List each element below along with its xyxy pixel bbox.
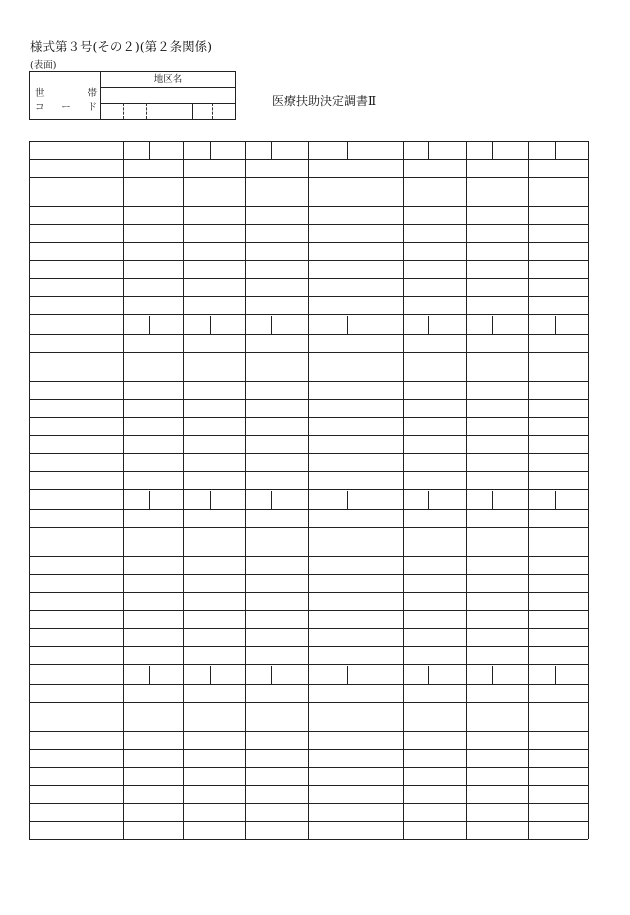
table-row-line bbox=[29, 177, 588, 178]
header-cell-divider bbox=[428, 491, 429, 509]
header-cell-divider bbox=[210, 666, 211, 684]
table-row-line bbox=[29, 839, 588, 840]
header-cell-divider bbox=[555, 491, 556, 509]
section-header-line bbox=[29, 684, 588, 685]
table-row-line bbox=[29, 785, 588, 786]
header-cell-divider bbox=[271, 491, 272, 509]
table-row-line bbox=[29, 260, 588, 261]
household-code-label-cell bbox=[30, 72, 101, 119]
header-cell-divider bbox=[271, 316, 272, 334]
header-cell-divider bbox=[492, 491, 493, 509]
table-column-line bbox=[245, 141, 246, 839]
header-cell-divider bbox=[428, 141, 429, 159]
header-cell-divider bbox=[555, 666, 556, 684]
table-column-line bbox=[183, 141, 184, 839]
table-column-line bbox=[123, 141, 124, 839]
code-digit-separator bbox=[146, 103, 147, 119]
table-row-line bbox=[29, 453, 588, 454]
table-row-line bbox=[29, 702, 588, 703]
section-header-line bbox=[29, 509, 588, 510]
table-row-line bbox=[29, 664, 588, 665]
district-name-label: 地区名 bbox=[101, 72, 235, 88]
table-row-line bbox=[29, 381, 588, 382]
table-row-line bbox=[29, 749, 588, 750]
table-row-line bbox=[29, 574, 588, 575]
table-column-line bbox=[466, 141, 467, 839]
form-side-label: (表面) bbox=[30, 60, 57, 71]
table-row-line bbox=[29, 767, 588, 768]
table-row-line bbox=[29, 821, 588, 822]
household-code-label-line1: 世 帯 bbox=[35, 88, 97, 99]
header-cell-divider bbox=[271, 141, 272, 159]
table-row-line bbox=[29, 803, 588, 804]
table-row-line bbox=[29, 224, 588, 225]
table-row-line bbox=[29, 628, 588, 629]
section-header-line bbox=[29, 334, 588, 335]
table-column-line bbox=[29, 141, 30, 839]
table-row-line bbox=[29, 731, 588, 732]
header-cell-divider bbox=[271, 666, 272, 684]
table-column-line bbox=[528, 141, 529, 839]
table-row-line bbox=[29, 592, 588, 593]
table-row-line bbox=[29, 646, 588, 647]
household-code-label-line2: コード bbox=[35, 102, 97, 113]
header-cell-divider bbox=[555, 316, 556, 334]
header-cell-divider bbox=[149, 666, 150, 684]
header-cell-divider bbox=[210, 141, 211, 159]
header-cell-divider bbox=[149, 316, 150, 334]
table-column-line bbox=[403, 141, 404, 839]
document-title: 医療扶助決定調書Ⅱ bbox=[272, 94, 377, 108]
table-row-line bbox=[29, 610, 588, 611]
header-cell-divider bbox=[347, 491, 348, 509]
header-cell-divider bbox=[347, 141, 348, 159]
table-row-line bbox=[29, 399, 588, 400]
header-cell-divider bbox=[492, 316, 493, 334]
table-column-line bbox=[588, 141, 589, 839]
table-row-line bbox=[29, 314, 588, 315]
household-code-box bbox=[29, 71, 236, 120]
section-header-line bbox=[29, 159, 588, 160]
table-row-line bbox=[29, 417, 588, 418]
header-cell-divider bbox=[492, 141, 493, 159]
table-row-line bbox=[29, 556, 588, 557]
code-group-separator bbox=[192, 103, 193, 119]
table-row-line bbox=[29, 489, 588, 490]
header-cell-divider bbox=[428, 316, 429, 334]
header-cell-divider bbox=[210, 491, 211, 509]
table-column-line bbox=[308, 141, 309, 839]
table-row-line bbox=[29, 206, 588, 207]
header-cell-divider bbox=[555, 141, 556, 159]
code-digit-separator bbox=[212, 103, 213, 119]
header-cell-divider bbox=[347, 316, 348, 334]
table-row-line bbox=[29, 278, 588, 279]
table-row-line bbox=[29, 242, 588, 243]
table-row-line bbox=[29, 352, 588, 353]
table-row-line bbox=[29, 435, 588, 436]
header-cell-divider bbox=[492, 666, 493, 684]
header-cell-divider bbox=[149, 491, 150, 509]
header-cell-divider bbox=[210, 316, 211, 334]
header-cell-divider bbox=[347, 666, 348, 684]
table-row-line bbox=[29, 471, 588, 472]
table-row-line bbox=[29, 527, 588, 528]
code-digit-separator bbox=[123, 103, 124, 119]
header-cell-divider bbox=[428, 666, 429, 684]
table-row-line bbox=[29, 296, 588, 297]
decision-record-table bbox=[29, 141, 588, 839]
code-box-divider bbox=[101, 103, 235, 104]
header-cell-divider bbox=[149, 141, 150, 159]
form-number: 様式第３号(その２)(第２条関係) bbox=[30, 39, 213, 54]
